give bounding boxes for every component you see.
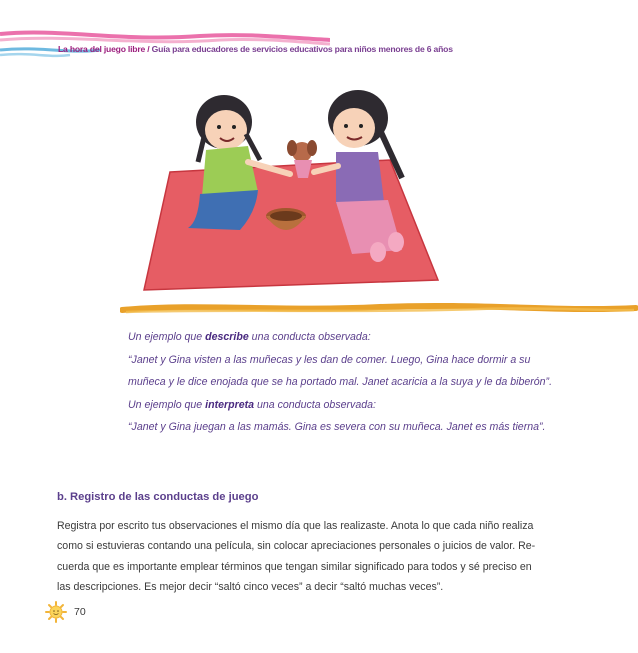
header-subtitle: Guía para educadores de servicios educativos para niños menores de 6 años (151, 44, 453, 54)
header-title: La hora del juego libre (58, 44, 146, 54)
sun-icon (45, 601, 67, 623)
interpret-keyword: interpreta (205, 398, 255, 411)
body-line-4: las descripciones. Es mejor decir “saltó cinco veces” a decir “saltó muchas veces”. (57, 580, 444, 593)
running-header (58, 44, 453, 54)
orange-brush-divider (120, 300, 638, 318)
section-body (57, 516, 587, 597)
interpret-intro-post: una conducta observada: (254, 398, 376, 411)
describe-intro-pre: Un ejemplo que (128, 331, 206, 343)
behavior-examples (128, 326, 598, 439)
describe-quote-line1: “Janet y Gina visten a las muñecas y les dan de comer. Luego, Gina hace dormir a su (128, 353, 531, 366)
interpret-quote: “Janet y Gina juegan a las mamás. Gina es severa con su muñeca. Janet es más tierna”. (128, 421, 546, 433)
interpret-example-intro (128, 394, 598, 417)
describe-keyword: describe (205, 331, 249, 343)
describe-intro-post: una conducta observada: (248, 331, 371, 343)
body-line-3: cuerda que es importante emplear términos que tengan similar significado para todos y sé preciso en (57, 560, 532, 573)
header-separator: / (145, 44, 152, 54)
body-line-2: como si estuvieras contando una película, sin colocar apreciaciones personales o juicios de valor. Re- (57, 540, 536, 553)
interpret-intro-pre: Un ejemplo que (128, 398, 206, 411)
section-title: b. Registro de las conductas de juego (57, 491, 259, 503)
describe-example-intro (128, 326, 598, 349)
page-number: 70 (74, 606, 86, 618)
body-line-1: Registra por escrito tus observaciones el mismo día que las realizaste. Anota lo que cada niño realiza (57, 520, 534, 532)
children-playing-illustration (140, 82, 440, 294)
describe-quote-line2: muñeca y le dice enojada que se ha portado mal. Janet acaricia a la suya y le da biberón”. (128, 376, 553, 388)
